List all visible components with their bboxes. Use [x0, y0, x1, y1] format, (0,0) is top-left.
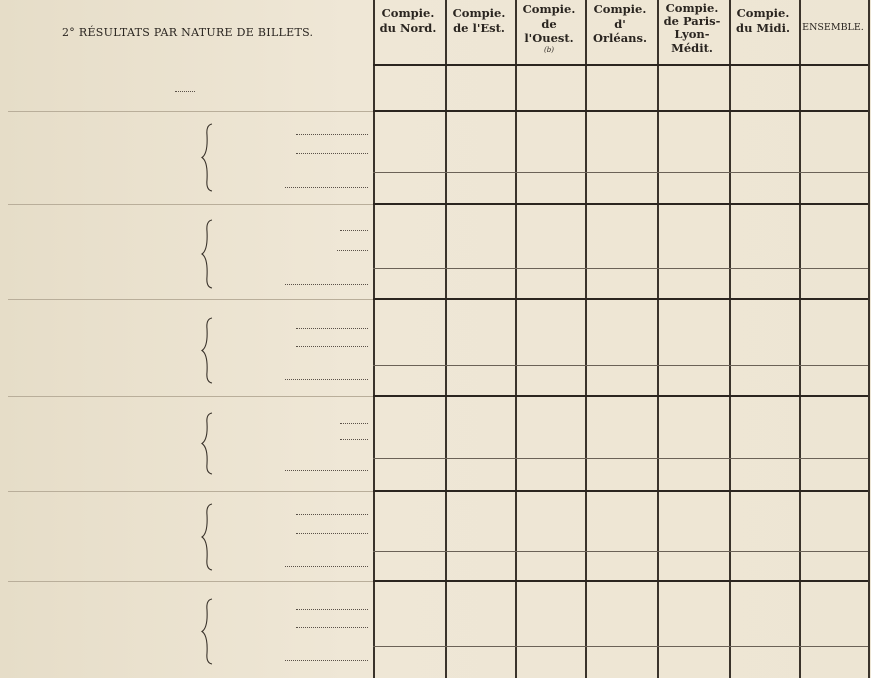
- leader-dots: [285, 566, 368, 567]
- column-rule: [373, 0, 375, 678]
- leader-dots: [337, 250, 368, 251]
- column-header-line: Compie.: [736, 6, 790, 20]
- section-rule-left: [8, 299, 373, 300]
- leader-dots: [175, 91, 195, 92]
- column-rule: [868, 0, 870, 678]
- column-header-line: Compie.: [452, 6, 506, 20]
- leader-dots: [340, 439, 368, 440]
- leader-dots: [340, 230, 368, 231]
- column-header-line: Compie.: [522, 2, 576, 16]
- column-header-line: de Paris-: [663, 14, 721, 29]
- section-rule: [373, 110, 868, 112]
- section-brace: [200, 123, 214, 192]
- subtotal-rule: [373, 365, 868, 366]
- section-brace: [200, 412, 214, 475]
- table-title: 2° RÉSULTATS PAR NATURE DE BILLETS.: [62, 26, 314, 39]
- column-rule: [729, 0, 731, 678]
- column-rule: [445, 0, 447, 678]
- column-header-midi: [729, 6, 797, 35]
- subtotal-rule: [373, 268, 868, 269]
- section-rule: [373, 203, 868, 205]
- column-header-note: (b): [544, 46, 554, 55]
- header-rule: [373, 64, 868, 66]
- subtotal-rule: [373, 172, 868, 173]
- section-rule-left: [8, 491, 373, 492]
- column-header-line: ENSEMBLE.: [802, 22, 864, 33]
- leader-dots: [285, 284, 368, 285]
- column-header-line: Compie.: [381, 6, 435, 20]
- column-header-line: du Midi.: [736, 20, 790, 35]
- column-header-ouest: [515, 2, 583, 55]
- section-rule: [373, 395, 868, 397]
- column-header-line: Orléans.: [592, 31, 648, 46]
- column-header-est: [445, 6, 513, 35]
- section-brace: [200, 317, 214, 384]
- column-header-line: l'Ouest.: [524, 31, 574, 46]
- column-header-line: Lyon-: [674, 27, 710, 42]
- column-header-line: de l'Est.: [453, 20, 505, 35]
- column-rule: [657, 0, 659, 678]
- leader-dots: [296, 134, 368, 135]
- leader-dots: [296, 533, 368, 534]
- section-brace: [200, 598, 214, 665]
- leader-dots: [285, 660, 368, 661]
- section-rule-left: [8, 111, 373, 112]
- column-header-line: Médit.: [671, 40, 713, 55]
- leader-dots: [296, 153, 368, 154]
- section-rule-left: [8, 581, 373, 582]
- leader-dots: [296, 609, 368, 610]
- leader-dots: [285, 187, 368, 188]
- column-header-line: du Nord.: [379, 20, 437, 35]
- leader-dots: [285, 470, 368, 471]
- leader-dots: [340, 423, 368, 424]
- leader-dots: [296, 346, 368, 347]
- column-header-line: Compie.: [593, 2, 647, 16]
- section-rule: [373, 580, 868, 582]
- section-rule-left: [8, 204, 373, 205]
- column-header-plm: [657, 2, 727, 55]
- section-brace: [200, 219, 214, 289]
- leader-dots: [285, 379, 368, 380]
- column-rule: [515, 0, 517, 678]
- column-rule: [585, 0, 587, 678]
- section-rule-left: [8, 396, 373, 397]
- column-header-line: de: [541, 16, 557, 31]
- column-header-nord: [373, 6, 443, 35]
- column-header-ensemble: [799, 22, 867, 34]
- leader-dots: [296, 514, 368, 515]
- column-rule: [799, 0, 801, 678]
- subtotal-rule: [373, 458, 868, 459]
- subtotal-rule: [373, 551, 868, 552]
- section-brace: [200, 503, 214, 571]
- leader-dots: [296, 627, 368, 628]
- column-header-line: Compie.: [665, 1, 719, 15]
- column-header-line: d': [614, 16, 626, 31]
- column-header-orleans: [585, 2, 655, 46]
- section-rule: [373, 490, 868, 492]
- leader-dots: [296, 328, 368, 329]
- subtotal-rule: [373, 646, 868, 647]
- section-rule: [373, 298, 868, 300]
